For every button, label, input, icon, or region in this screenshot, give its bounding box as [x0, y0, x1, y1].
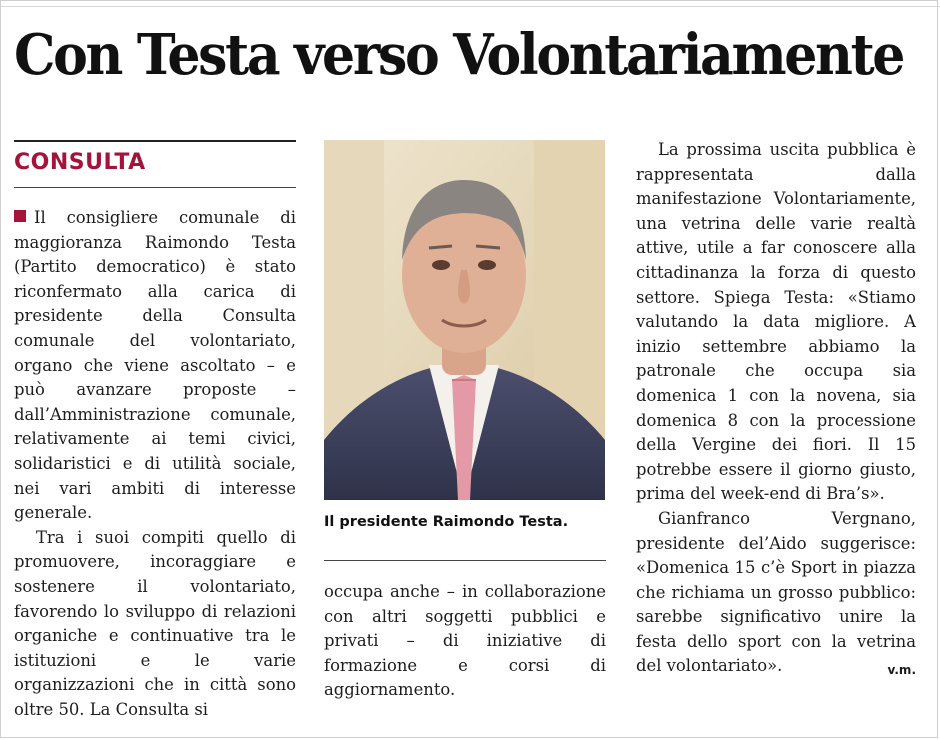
- section-rule-bottom: [14, 187, 296, 188]
- top-border: [0, 0, 940, 7]
- section-rule-top: [14, 140, 296, 142]
- photo-caption: Il presidente Raimondo Testa.: [324, 514, 569, 530]
- paragraph-continued: occupa anche – in collaborazione con altri soggetti pubblici e privati – di iniziative di formazione e corsi di aggiornamento.: [324, 582, 606, 700]
- column-3: [636, 138, 916, 683]
- paragraph-quote: [636, 507, 916, 679]
- column-2: [324, 580, 606, 703]
- column-1: [14, 206, 296, 722]
- photo-raimondo-testa: [324, 140, 605, 500]
- caption-rule: [324, 560, 606, 561]
- paragraph-quote-text: Gianfranco Vergnano, presidente del’Aido suggerisce: «Domenica 15 c’è Sport in piazza che richiama un grosso pubblico: sarebbe significativo unire la festa dello sport con la vetrina del volontariato».: [636, 508, 916, 676]
- paragraph-intro-text: Il consigliere comunale di maggioranza Raimondo Testa (Partito democratico) è stato riconfermato alla carica di presidente della Consulta comunale del volontariato, organo che viene ascoltato – e può avanzare proposte – dall’Amministrazione comunale, relativamente ai temi civici, solidaristici e di utilità sociale, nei vari ambiti di interesse generale.: [14, 208, 296, 523]
- section-label: CONSULTA: [14, 150, 146, 175]
- paragraph-intro: [14, 206, 296, 526]
- headline: Con Testa verso Volontariamente: [14, 22, 904, 88]
- author-signature: v.m.: [887, 663, 916, 678]
- bullet-square-icon: [14, 210, 26, 222]
- paragraph-event: La prossima uscita pubblica è rappresentata dalla manifestazione Volontariamente, una vetrina delle varie realtà attive, utile a far conoscere alla cittadinanza la forza di questo settore. Spiega Testa: «Stiamo valutando la data migliore. A inizio settembre abbiamo la patronale che occupa sia domenica 1 con la novena, sia domenica 8 con la processione della Vergine dei fiori. Il 15 potrebbe essere il giorno giusto, prima del week-end di Bra’s».: [636, 140, 916, 504]
- portrait-illustration: [324, 140, 605, 500]
- paragraph-duties: Tra i suoi compiti quello di promuovere, incoraggiare e sostenere il volontariato, favorendo lo sviluppo di relazioni organiche e continuative tra le istituzioni e le varie organizzazioni che in città sono oltre 50. La Consulta si: [14, 527, 296, 719]
